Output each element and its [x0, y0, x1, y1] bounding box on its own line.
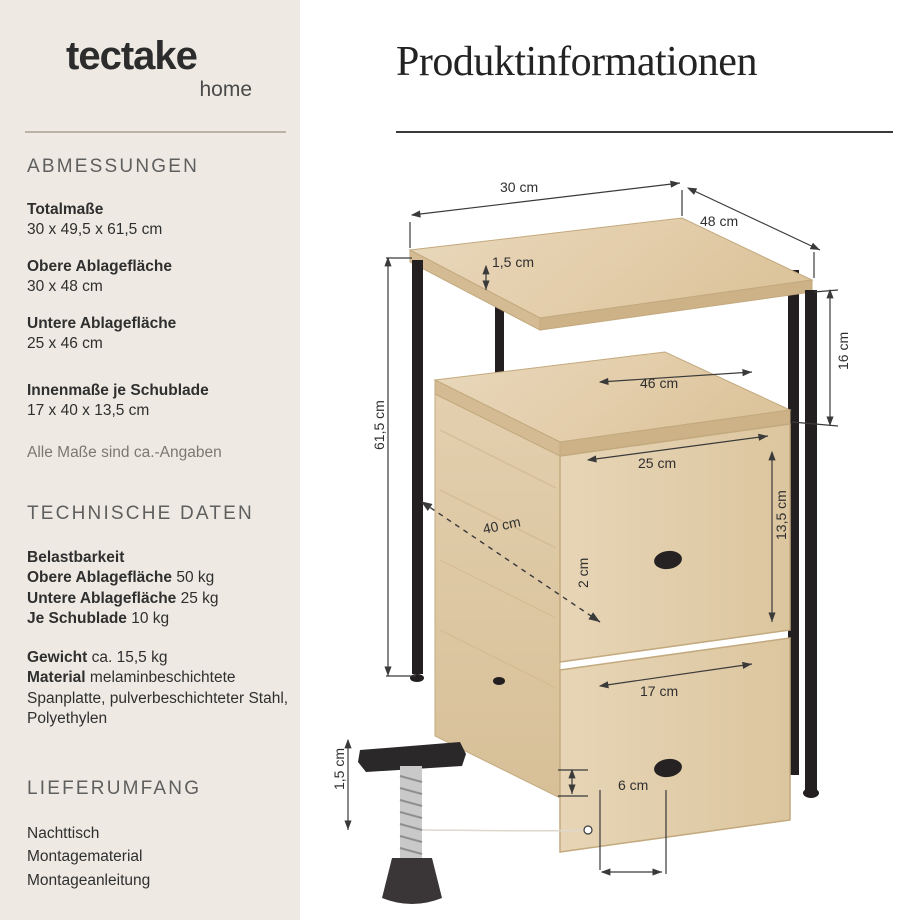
dimension-item-bottom-shelf	[27, 314, 289, 355]
dimension-label-total: Totalmaße	[27, 201, 104, 218]
label-drawer-height: 13,5 cm	[773, 490, 789, 540]
label-top-thickness: 1,5 cm	[492, 254, 535, 270]
scope-item-0: Nachttisch	[27, 825, 100, 842]
label-drawer-width: 25 cm	[638, 455, 677, 471]
technical-load	[27, 548, 289, 630]
dimension-item-top-shelf	[27, 257, 289, 298]
section-heading-dimensions: ABMESSUNGEN	[27, 156, 200, 177]
brand-subtitle: home	[199, 78, 252, 101]
dimension-value-total: 30 x 49,5 x 61,5 cm	[27, 221, 163, 239]
dimension-label-top-shelf: Obere Ablagefläche	[27, 258, 173, 275]
scope-item-2: Montageanleitung	[27, 871, 151, 889]
brand-logo	[66, 36, 286, 102]
brand-name: tectake	[66, 34, 197, 78]
material-value: melaminbeschichtete Spanplatte, pulverbeschichteter Stahl, Polyethylen	[27, 669, 289, 728]
dimension-value-bottom-shelf: 25 x 46 cm	[27, 335, 103, 353]
dimension-value-drawer-inner: 17 x 40 x 13,5 cm	[27, 402, 150, 420]
material-label: Material	[27, 669, 86, 687]
load-item-2-value: 10 kg	[131, 610, 170, 628]
section-heading-technical: TECHNISCHE DATEN	[27, 503, 254, 524]
load-label: Belastbarkeit	[27, 549, 125, 566]
technical-weight-material	[27, 648, 289, 730]
label-shelf-depth: 46 cm	[640, 375, 679, 391]
label-top-depth: 48 cm	[700, 213, 739, 229]
label-total-height: 61,5 cm	[371, 400, 387, 450]
dimension-item-drawer-inner	[27, 381, 289, 422]
load-item-1-value: 25 kg	[180, 589, 219, 607]
scope-list	[27, 822, 289, 892]
label-drawer-inner-width: 17 cm	[640, 683, 679, 699]
scope-item-1: Montagematerial	[27, 848, 143, 866]
page-title: Produktinformationen	[396, 39, 757, 85]
section-heading-scope: LIEFERUMFANG	[27, 778, 202, 799]
weight-value: ca. 15,5 kg	[91, 649, 168, 666]
load-item-0-label: Obere Ablagefläche	[27, 569, 173, 587]
divider-left	[25, 131, 286, 133]
weight-label: Gewicht	[27, 649, 88, 666]
dimension-item-total	[27, 200, 289, 241]
product-diagram	[300, 130, 920, 920]
dimensions-note: Alle Maße sind ca.-Angaben	[27, 444, 222, 461]
dimension-label-bottom-shelf: Untere Ablagefläche	[27, 315, 177, 332]
label-drawer-inner-depth: 40 cm	[481, 513, 522, 537]
label-shelf-gap: 16 cm	[835, 331, 851, 370]
dimension-label-drawer-inner: Innenmaße je Schublade	[27, 382, 209, 399]
label-foot-pad: 1,5 cm	[331, 747, 347, 790]
furniture-illustration	[410, 218, 819, 852]
label-foot-gap: 6 cm	[618, 777, 649, 793]
load-item-1-label: Untere Ablagefläche	[27, 589, 177, 607]
label-top-width: 30 cm	[500, 179, 539, 195]
load-item-2-label: Je Schublade	[27, 610, 127, 628]
dimension-value-top-shelf: 30 x 48 cm	[27, 278, 103, 296]
label-bottom-gap: 2 cm	[575, 557, 591, 588]
load-item-0-value: 50 kg	[176, 569, 215, 587]
